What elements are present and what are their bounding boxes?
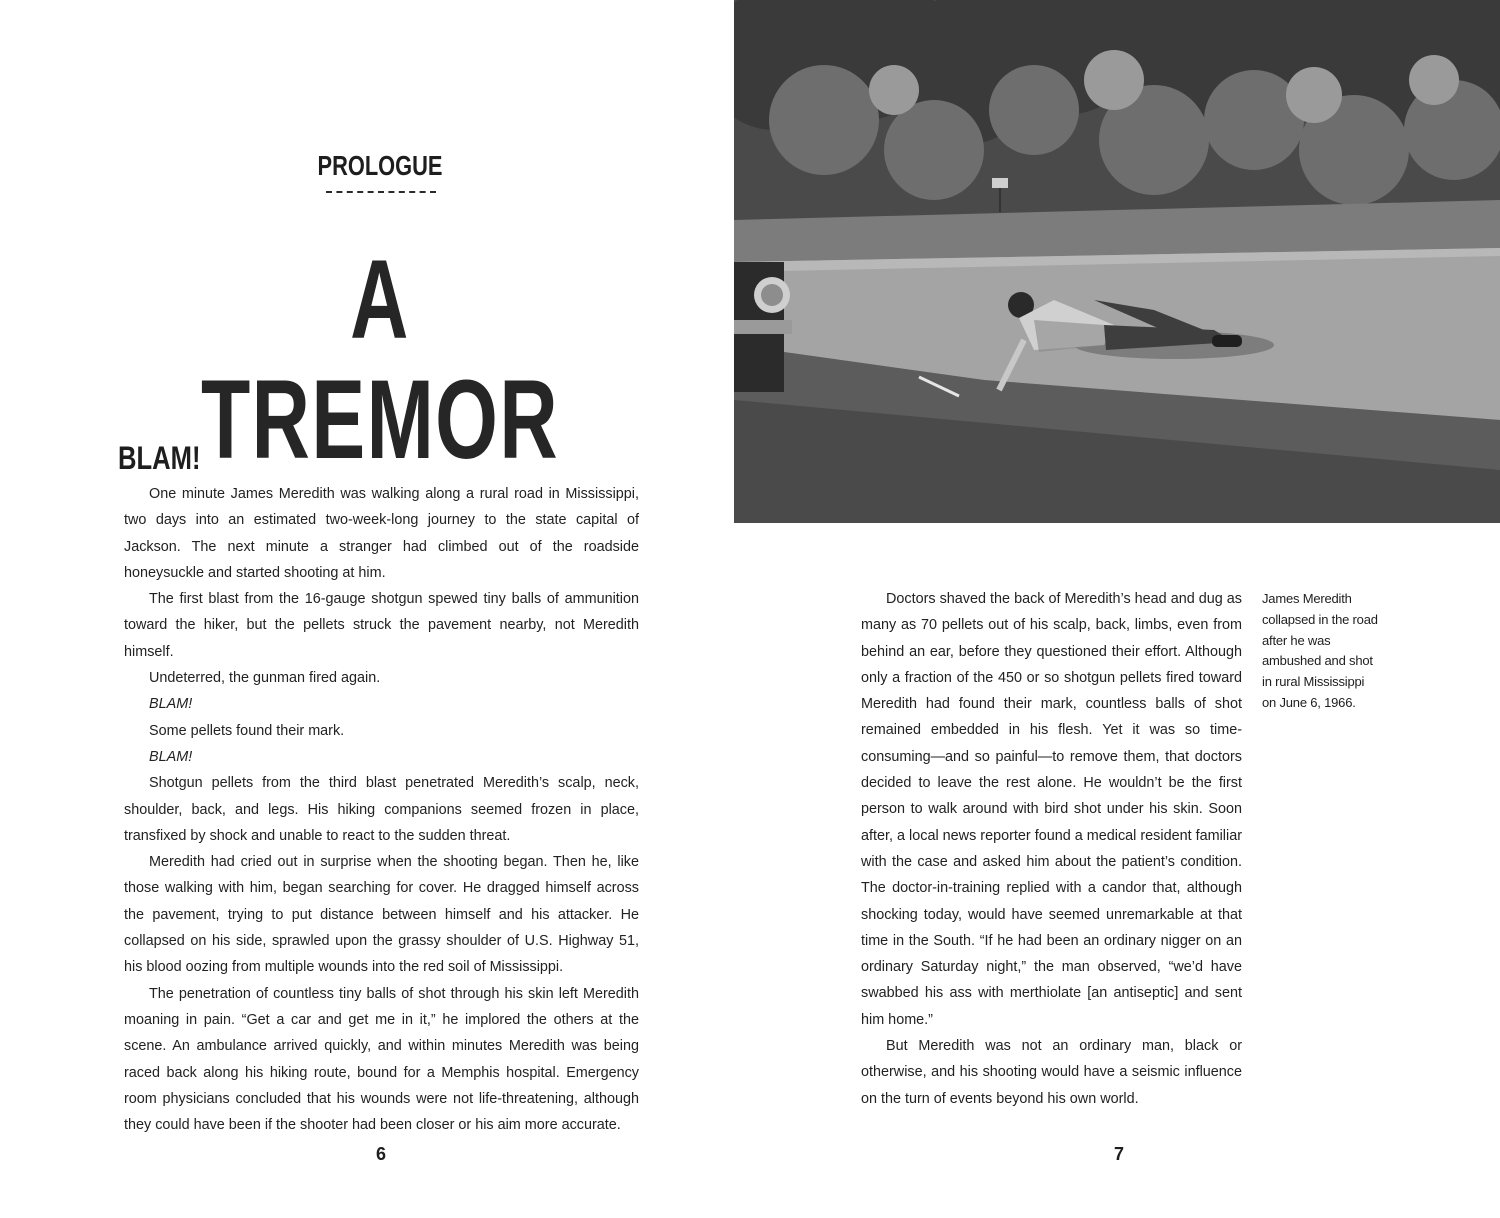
paragraph: The penetration of countless tiny balls of shot through his skin left Meredith moaning in pain. “Get a car and get me in it,” he implored the others at the scene. An ambulance arrived quickly, and within minutes Meredith was being raced back along his hiking route, bound for a Memphis hospital. Emergency room physicians concluded that his wounds were not life-threatening, although they could have been if the shooter had been closer or his aim more accurate.: [124, 985, 639, 1134]
paragraph: Doctors shaved the back of Meredith’s head and dug as many as 70 pellets out of his scalp, back, limbs, even from behind an ear, before they questioned their effort. Although only a fraction of the 450 or so shotgun pellets fired toward Meredith had found their mark, countless balls of shot remained embedded in his flesh. Yet it was so time-consuming—and so painful—to remove them, that doctors decided to leave the rest alone. He wouldn’t be the first person to walk around with bird shot under his skin. Soon after, a local news reporter found a medical resident familiar with the case and asked him about the patient’s condition. The doctor-in-training replied with a candor that, although shocking today, would have seemed unremarkable at that time in the South. “If he had been an ordinary nigger on an ordinary Saturday night,” the man observed, “we’d have swabbed his ass with merthiolate [an antiseptic] and sent him home.”: [861, 591, 1242, 1028]
page-number: 6: [376, 1144, 387, 1164]
right-body-text: [861, 586, 1242, 1112]
page-number: 7: [1114, 1144, 1125, 1164]
paragraph: But Meredith was not an ordinary man, black or otherwise, and his shooting would have a seismic influence on the turn of events beyond his own world.: [861, 1038, 1242, 1107]
left-body-text: [124, 481, 639, 1138]
paragraph-italic: BLAM!: [149, 696, 193, 713]
road-photograph: [734, 0, 1500, 523]
prologue-dashed-rule: [326, 191, 436, 193]
right-page: [750, 0, 1500, 1218]
paragraph: Meredith had cried out in surprise when the shooting began. Then he, like those walking with him, began searching for cover. He dragged himself across the pavement, trying to put distance between himself and his attacker. He collapsed on his side, sprawled upon the grassy shoulder of U.S. Highway 51, his blood oozing from multiple wounds into the red soil of Mississippi.: [124, 854, 639, 976]
paragraph: Some pellets found their mark.: [149, 722, 345, 739]
paragraph: One minute James Meredith was walking along a rural road in Mississippi, two days into an estimated two-week-long journey to the state capital of Jackson. The next minute a stranger had climbed out of the roadside honeysuckle and started shooting at him.: [124, 486, 639, 581]
paragraph: Shotgun pellets from the third blast penetrated Meredith’s scalp, neck, shoulder, back, and legs. His hiking companions seemed frozen in place, transfixed by shock and unable to react to the sudden threat.: [124, 775, 639, 844]
photo-caption: James Meredith collapsed in the road after he was ambushed and shot in rural Mississippi on June 6, 1966.: [1262, 591, 1378, 710]
section-heading: BLAM!: [118, 440, 201, 476]
paragraph: Undeterred, the gunman fired again.: [149, 670, 381, 687]
chapter-title: A TREMOR: [200, 237, 560, 482]
paragraph-italic: BLAM!: [149, 748, 193, 765]
paragraph: The first blast from the 16-gauge shotgun spewed tiny balls of ammunition toward the hiker, but the pellets struck the pavement nearby, not Meredith himself.: [124, 591, 639, 660]
photo-illustration: [734, 0, 1500, 523]
prologue-label: PROLOGUE: [317, 150, 443, 181]
